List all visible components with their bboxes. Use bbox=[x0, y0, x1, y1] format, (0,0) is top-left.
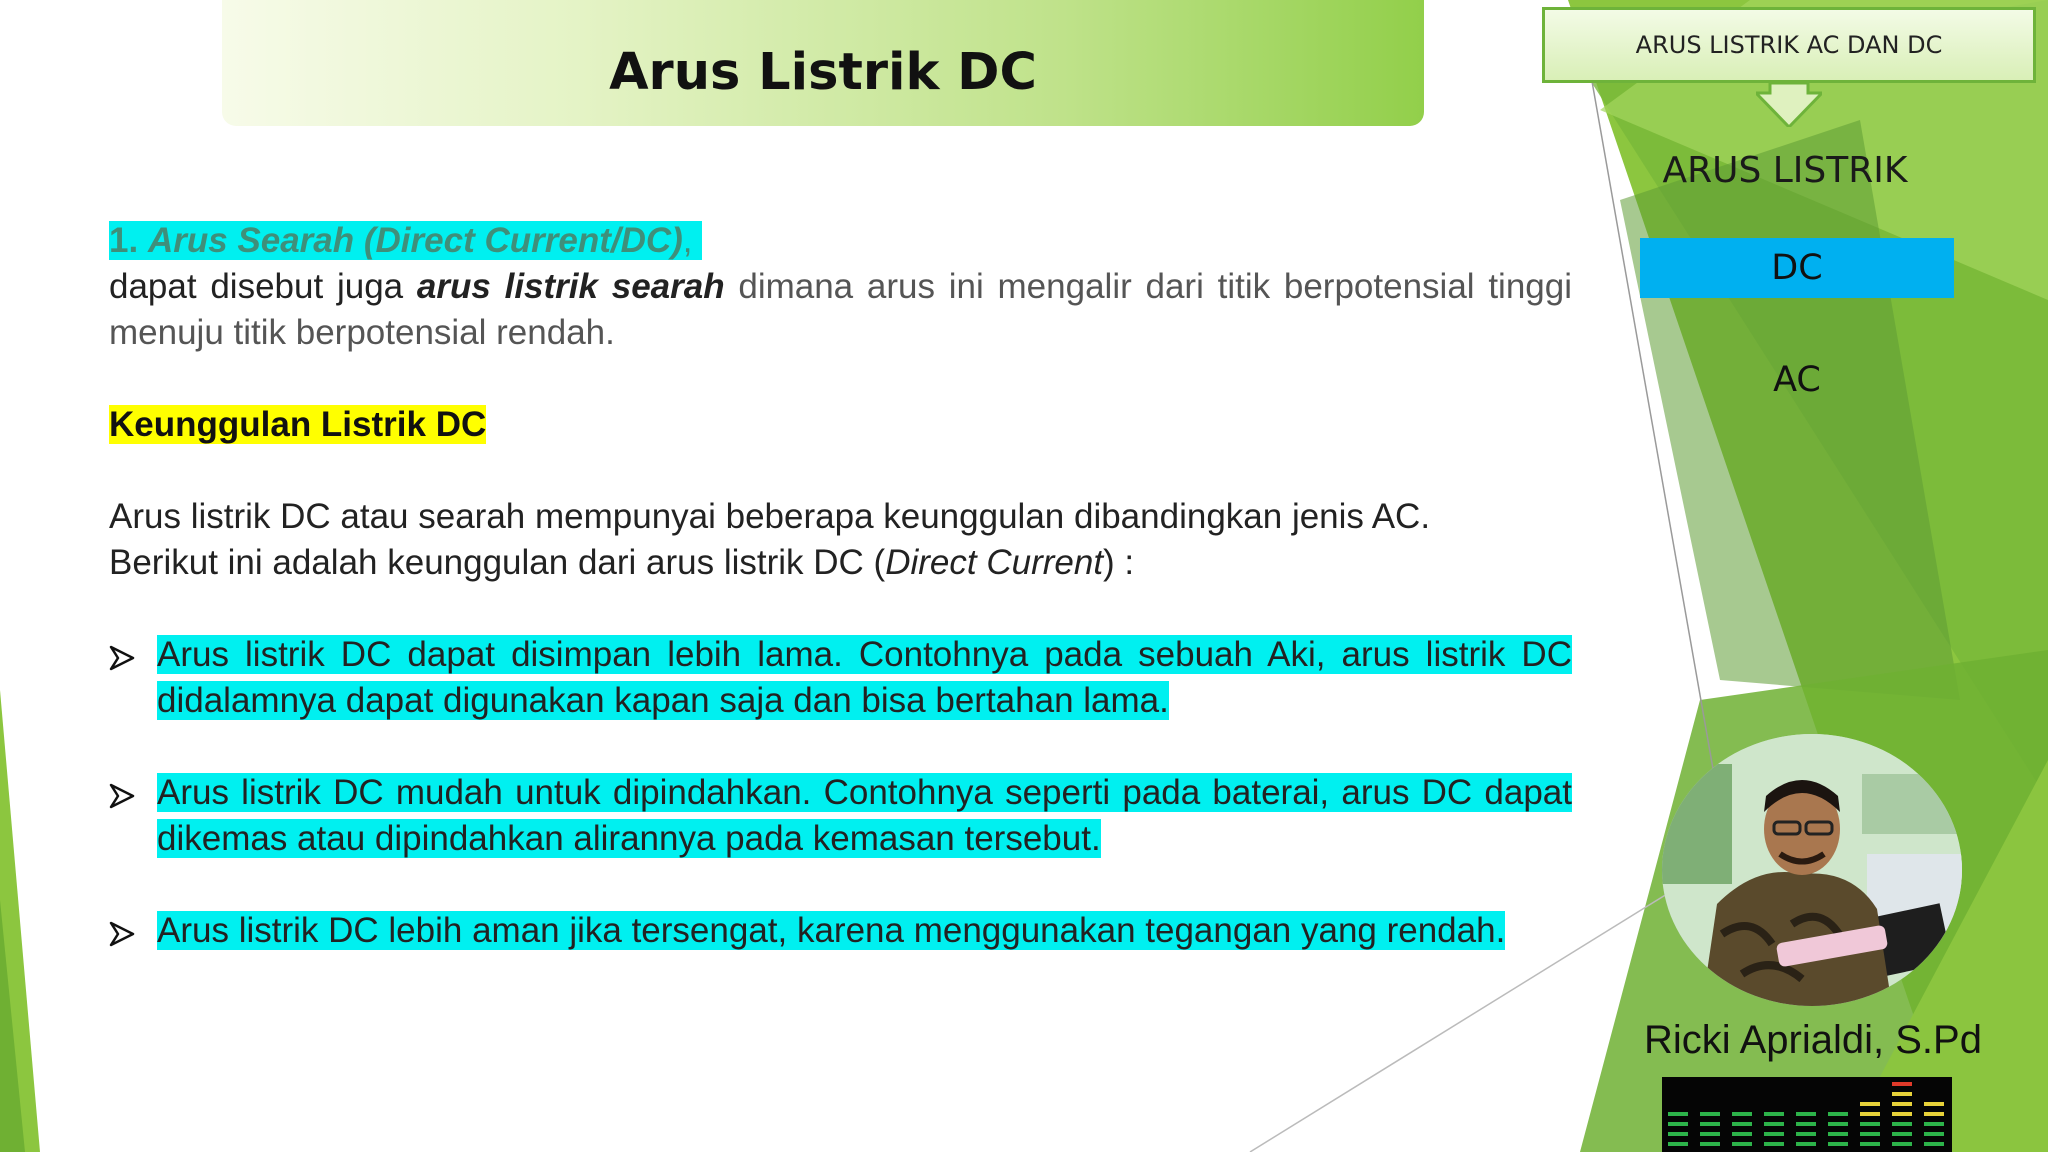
nav-top-button[interactable]: ARUS LISTRIK AC DAN DC bbox=[1542, 7, 2036, 83]
nav-item-ac[interactable]: AC bbox=[1773, 360, 1821, 400]
intro-2-italic: Direct Current bbox=[885, 543, 1104, 582]
section-heading bbox=[109, 218, 1572, 264]
list-item-text: Arus listrik DC mudah untuk dipindahkan. Contohnya seperti pada baterai, arus DC dapat dikemas atau dipindahkan alirannya pada kemasan tersebut. bbox=[157, 773, 1572, 858]
section-number: 1. bbox=[109, 221, 139, 260]
advantages-heading bbox=[109, 402, 1572, 448]
section-heading-highlight bbox=[109, 221, 702, 260]
definition-lead: dapat disebut juga bbox=[109, 267, 417, 306]
slide-content bbox=[109, 218, 1572, 954]
advantages-list bbox=[109, 632, 1572, 954]
intro-2-end: ) : bbox=[1103, 543, 1135, 582]
arrowhead-bullet-icon bbox=[109, 645, 135, 671]
arrowhead-bullet-icon bbox=[109, 783, 135, 809]
list-item bbox=[109, 770, 1572, 862]
nav-item-dc[interactable]: DC bbox=[1640, 238, 1954, 298]
arrowhead-bullet-icon bbox=[109, 921, 135, 947]
nav-main-label[interactable]: ARUS LISTRIK bbox=[1662, 150, 1908, 191]
section-comma: , bbox=[682, 221, 693, 260]
presenter-name: Ricki Aprialdi, S.Pd bbox=[1644, 1018, 1982, 1062]
advantages-intro-2 bbox=[109, 540, 1572, 586]
list-item-text: Arus listrik DC lebih aman jika tersengat, karena menggunakan tegangan yang rendah. bbox=[157, 911, 1506, 950]
presenter-illustration bbox=[1662, 734, 1962, 1006]
audio-equalizer-icon bbox=[1662, 1077, 1952, 1152]
down-arrow-icon bbox=[1756, 83, 1822, 127]
advantages-intro-1: Arus listrik DC atau searah mempunyai beberapa keunggulan dibandingkan jenis AC. bbox=[109, 497, 1431, 536]
definition-rest: dimana arus ini mengalir dari titik berpotensial tinggi menuju titik berpotensial rendah. bbox=[109, 267, 1572, 352]
list-item bbox=[109, 908, 1572, 954]
definition-bold-term: arus listrik searah bbox=[416, 267, 725, 306]
list-item bbox=[109, 632, 1572, 724]
presenter-video bbox=[1662, 734, 1962, 1006]
slide-title: Arus Listrik DC bbox=[609, 42, 1037, 102]
section-name: Arus Searah (Direct Current/DC) bbox=[147, 221, 683, 260]
section-definition bbox=[109, 264, 1572, 356]
list-item-text: Arus listrik DC dapat disimpan lebih lama. Contohnya pada sebuah Aki, arus listrik DC didalamnya dapat digunakan kapan saja dan bisa bertahan lama. bbox=[157, 635, 1572, 720]
advantages-heading-text: Keunggulan Listrik DC bbox=[109, 405, 487, 444]
title-banner bbox=[222, 0, 1424, 126]
intro-2-lead: Berikut ini adalah keunggulan dari arus listrik DC ( bbox=[109, 543, 886, 582]
